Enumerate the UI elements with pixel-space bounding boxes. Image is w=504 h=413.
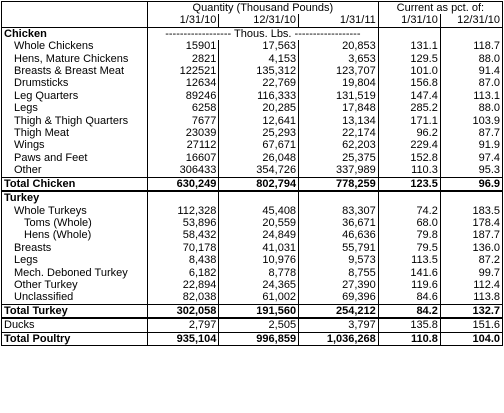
cell-pct-2: 87.0 xyxy=(440,77,502,89)
other-turkey-row xyxy=(2,279,503,291)
row-label: Hens, Mature Chickens xyxy=(14,52,129,65)
cell-qty-1: 302,058 xyxy=(147,304,218,318)
chicken-item-row xyxy=(2,127,503,139)
total-chicken-row xyxy=(2,177,503,191)
cell-qty-3: 20,853 xyxy=(299,40,379,52)
cell-qty-2: 17,563 xyxy=(219,40,299,52)
cell-pct-1: 84.2 xyxy=(378,304,440,318)
cell-qty-2: 4,153 xyxy=(219,53,299,65)
header-current-pct: Current as pct. of: xyxy=(378,2,502,15)
hens-row xyxy=(2,229,503,241)
chicken-item-row xyxy=(2,90,503,102)
cell-qty-2: 996,859 xyxy=(219,332,299,345)
row-label: Legs xyxy=(14,102,38,115)
cell-qty-2: 24,849 xyxy=(219,229,299,241)
row-label: Whole Turkeys xyxy=(14,204,87,217)
blank-cell xyxy=(147,191,218,204)
header-qty-date-2: 12/31/10 xyxy=(219,14,299,27)
header-blank xyxy=(2,2,148,15)
cell-pct-1: 110.8 xyxy=(378,332,440,345)
header-qty-date-3: 1/31/11 xyxy=(299,14,379,27)
cell-pct-2: 112.4 xyxy=(440,279,502,291)
cell-qty-1: 935,104 xyxy=(147,332,218,345)
cell-qty-3: 337,989 xyxy=(299,164,379,177)
cell-qty-3: 25,375 xyxy=(299,152,379,164)
cell-pct-2: 113.8 xyxy=(440,291,502,304)
turkey-rows xyxy=(2,242,503,279)
cell-qty-3: 83,307 xyxy=(299,205,379,217)
cell-qty-3: 46,636 xyxy=(299,229,379,241)
row-label: Thigh Meat xyxy=(14,127,70,140)
cell-pct-1: 123.5 xyxy=(378,177,440,191)
cell-pct-2: 91.4 xyxy=(440,65,502,77)
cell-pct-2: 95.3 xyxy=(440,164,502,177)
row-label: Toms (Whole) xyxy=(24,216,92,229)
cell-qty-2: 67,671 xyxy=(219,139,299,151)
blank-cell xyxy=(378,191,440,204)
row-label: Wings xyxy=(14,139,45,152)
cell-pct-1: 129.5 xyxy=(378,53,440,65)
cell-qty-3: 778,259 xyxy=(299,177,379,191)
cell-pct-2: 88.0 xyxy=(440,53,502,65)
cell-pct-1: 96.2 xyxy=(378,127,440,139)
cell-qty-1: 89246 xyxy=(147,90,218,102)
unclassified-row xyxy=(2,291,503,304)
cell-pct-1: 135.8 xyxy=(378,318,440,332)
row-label: Total Poultry xyxy=(2,332,148,345)
cell-qty-1: 58,432 xyxy=(147,229,218,241)
cell-qty-1: 112,328 xyxy=(147,205,218,217)
cell-pct-1: 101.0 xyxy=(378,65,440,77)
cell-qty-3: 19,804 xyxy=(299,77,379,89)
cell-pct-2: 87.7 xyxy=(440,127,502,139)
cell-pct-1: 119.6 xyxy=(378,279,440,291)
cell-pct-1: 141.6 xyxy=(378,267,440,279)
cell-qty-1: 82,038 xyxy=(147,291,218,304)
cell-qty-3: 3,797 xyxy=(299,318,379,332)
cell-qty-1: 6,182 xyxy=(147,267,218,279)
row-label: Mech. Deboned Turkey xyxy=(14,266,128,279)
cell-qty-3: 55,791 xyxy=(299,242,379,254)
chicken-item-row xyxy=(2,115,503,127)
cell-qty-1: 70,178 xyxy=(147,242,218,254)
cell-qty-1: 2821 xyxy=(147,53,218,65)
chicken-item-row xyxy=(2,139,503,151)
cell-pct-2: 178.4 xyxy=(440,217,502,229)
cell-pct-1: 68.0 xyxy=(378,217,440,229)
cell-pct-2: 132.7 xyxy=(440,304,502,318)
blank-cell xyxy=(440,27,502,40)
units-note: ------------------ Thous. Lbs. ------------------ xyxy=(147,27,378,40)
cell-pct-1: 171.1 xyxy=(378,115,440,127)
cell-pct-1: 285.2 xyxy=(378,102,440,114)
header-qty-date-1: 1/31/10 xyxy=(147,14,218,27)
cell-pct-2: 88.0 xyxy=(440,102,502,114)
cell-qty-3: 13,134 xyxy=(299,115,379,127)
cell-qty-2: 25,293 xyxy=(219,127,299,139)
header-quantity: Quantity (Thousand Pounds) xyxy=(147,2,378,15)
cell-qty-3: 17,848 xyxy=(299,102,379,114)
cell-qty-1: 22,894 xyxy=(147,279,218,291)
cell-qty-3: 131,519 xyxy=(299,90,379,102)
cell-qty-2: 191,560 xyxy=(219,304,299,318)
chicken-header-row xyxy=(2,27,503,40)
row-label: Unclassified xyxy=(14,291,74,304)
cell-qty-1: 53,896 xyxy=(147,217,218,229)
row-label: Whole Chickens xyxy=(14,40,94,53)
chicken-item-row xyxy=(2,164,503,177)
cell-qty-1: 15901 xyxy=(147,40,218,52)
cell-pct-1: 113.5 xyxy=(378,254,440,266)
cell-pct-1: 79.8 xyxy=(378,229,440,241)
cell-pct-2: 183.5 xyxy=(440,205,502,217)
cell-qty-3: 3,653 xyxy=(299,53,379,65)
header-group-row xyxy=(2,2,503,15)
chicken-item-row xyxy=(2,77,503,89)
whole-turkeys-row xyxy=(2,205,503,217)
chicken-item-row xyxy=(2,40,503,52)
row-label: Other xyxy=(14,164,42,177)
chicken-item-row xyxy=(2,152,503,164)
turkey-item-row xyxy=(2,242,503,254)
blank-cell xyxy=(378,27,440,40)
cell-qty-3: 8,755 xyxy=(299,267,379,279)
cell-qty-1: 2,797 xyxy=(147,318,218,332)
cell-qty-2: 135,312 xyxy=(219,65,299,77)
header-date-row xyxy=(2,14,503,27)
row-label: Paws and Feet xyxy=(14,151,88,164)
cell-pct-2: 104.0 xyxy=(440,332,502,345)
cell-qty-1: 306433 xyxy=(147,164,218,177)
blank-cell xyxy=(299,191,379,204)
cell-qty-1: 122521 xyxy=(147,65,218,77)
chicken-item-row xyxy=(2,53,503,65)
poultry-cold-storage-table xyxy=(1,1,503,346)
cell-pct-1: 84.6 xyxy=(378,291,440,304)
row-label: Total Chicken xyxy=(2,177,148,191)
cell-pct-1: 156.8 xyxy=(378,77,440,89)
header-pct-date-2: 12/31/10 xyxy=(440,14,502,27)
cell-pct-1: 152.8 xyxy=(378,152,440,164)
header-blank-2 xyxy=(2,14,148,27)
cell-qty-2: 802,794 xyxy=(219,177,299,191)
blank-cell xyxy=(219,191,299,204)
row-label: Breasts & Breast Meat xyxy=(14,65,125,78)
cell-pct-2: 187.7 xyxy=(440,229,502,241)
cell-qty-3: 9,573 xyxy=(299,254,379,266)
cell-qty-1: 12634 xyxy=(147,77,218,89)
chicken-item-row xyxy=(2,102,503,114)
row-label: Other Turkey xyxy=(14,278,78,291)
chicken-item-row xyxy=(2,65,503,77)
cell-pct-1: 147.4 xyxy=(378,90,440,102)
cell-pct-2: 113.1 xyxy=(440,90,502,102)
cell-qty-2: 20,285 xyxy=(219,102,299,114)
cell-pct-2: 136.0 xyxy=(440,242,502,254)
cell-qty-2: 41,031 xyxy=(219,242,299,254)
cell-pct-2: 99.7 xyxy=(440,267,502,279)
cell-qty-3: 62,203 xyxy=(299,139,379,151)
cell-qty-1: 7677 xyxy=(147,115,218,127)
total-poultry-row xyxy=(2,332,503,345)
row-label: Hens (Whole) xyxy=(24,229,92,242)
toms-row xyxy=(2,217,503,229)
row-label: Thigh & Thigh Quarters xyxy=(14,114,129,127)
turkey-item-row xyxy=(2,267,503,279)
cell-pct-2: 91.9 xyxy=(440,139,502,151)
turkey-item-row xyxy=(2,254,503,266)
cell-qty-1: 16607 xyxy=(147,152,218,164)
row-label: Breasts xyxy=(14,241,52,254)
cell-qty-3: 254,212 xyxy=(299,304,379,318)
cell-qty-1: 6258 xyxy=(147,102,218,114)
cell-qty-3: 27,390 xyxy=(299,279,379,291)
cell-qty-2: 8,778 xyxy=(219,267,299,279)
cell-pct-1: 110.3 xyxy=(378,164,440,177)
cell-qty-2: 45,408 xyxy=(219,205,299,217)
cell-pct-2: 97.4 xyxy=(440,152,502,164)
row-label: Ducks xyxy=(2,318,148,332)
blank-cell xyxy=(440,191,502,204)
cell-qty-3: 123,707 xyxy=(299,65,379,77)
ducks-row xyxy=(2,318,503,332)
cell-pct-2: 151.6 xyxy=(440,318,502,332)
cell-pct-1: 79.5 xyxy=(378,242,440,254)
cell-qty-2: 20,559 xyxy=(219,217,299,229)
cell-qty-3: 1,036,268 xyxy=(299,332,379,345)
row-label: Drumsticks xyxy=(14,77,69,90)
chicken-rows xyxy=(2,40,503,177)
cell-qty-2: 10,976 xyxy=(219,254,299,266)
cell-qty-2: 26,048 xyxy=(219,152,299,164)
cell-qty-2: 12,641 xyxy=(219,115,299,127)
cell-qty-1: 630,249 xyxy=(147,177,218,191)
cell-pct-2: 103.9 xyxy=(440,115,502,127)
cell-pct-2: 118.7 xyxy=(440,40,502,52)
cell-pct-2: 96.9 xyxy=(440,177,502,191)
poultry-storage-table-container xyxy=(1,1,503,411)
cell-pct-1: 74.2 xyxy=(378,205,440,217)
cell-pct-1: 229.4 xyxy=(378,139,440,151)
cell-qty-2: 24,365 xyxy=(219,279,299,291)
row-label: Leg Quarters xyxy=(14,89,79,102)
turkey-header-row xyxy=(2,191,503,204)
cell-qty-3: 22,174 xyxy=(299,127,379,139)
row-label: Total Turkey xyxy=(2,304,148,318)
cell-qty-1: 23039 xyxy=(147,127,218,139)
turkey-section-title: Turkey xyxy=(2,191,148,204)
total-turkey-row xyxy=(2,304,503,318)
cell-qty-2: 22,769 xyxy=(219,77,299,89)
cell-qty-2: 354,726 xyxy=(219,164,299,177)
cell-pct-2: 87.2 xyxy=(440,254,502,266)
cell-qty-2: 116,333 xyxy=(219,90,299,102)
cell-qty-2: 61,002 xyxy=(219,291,299,304)
header-pct-date-1: 1/31/10 xyxy=(378,14,440,27)
cell-qty-3: 69,396 xyxy=(299,291,379,304)
row-label: Legs xyxy=(14,254,38,267)
cell-qty-1: 8,438 xyxy=(147,254,218,266)
cell-qty-2: 2,505 xyxy=(219,318,299,332)
cell-qty-3: 36,671 xyxy=(299,217,379,229)
cell-pct-1: 131.1 xyxy=(378,40,440,52)
cell-qty-1: 27112 xyxy=(147,139,218,151)
chicken-section-title: Chicken xyxy=(4,27,47,40)
